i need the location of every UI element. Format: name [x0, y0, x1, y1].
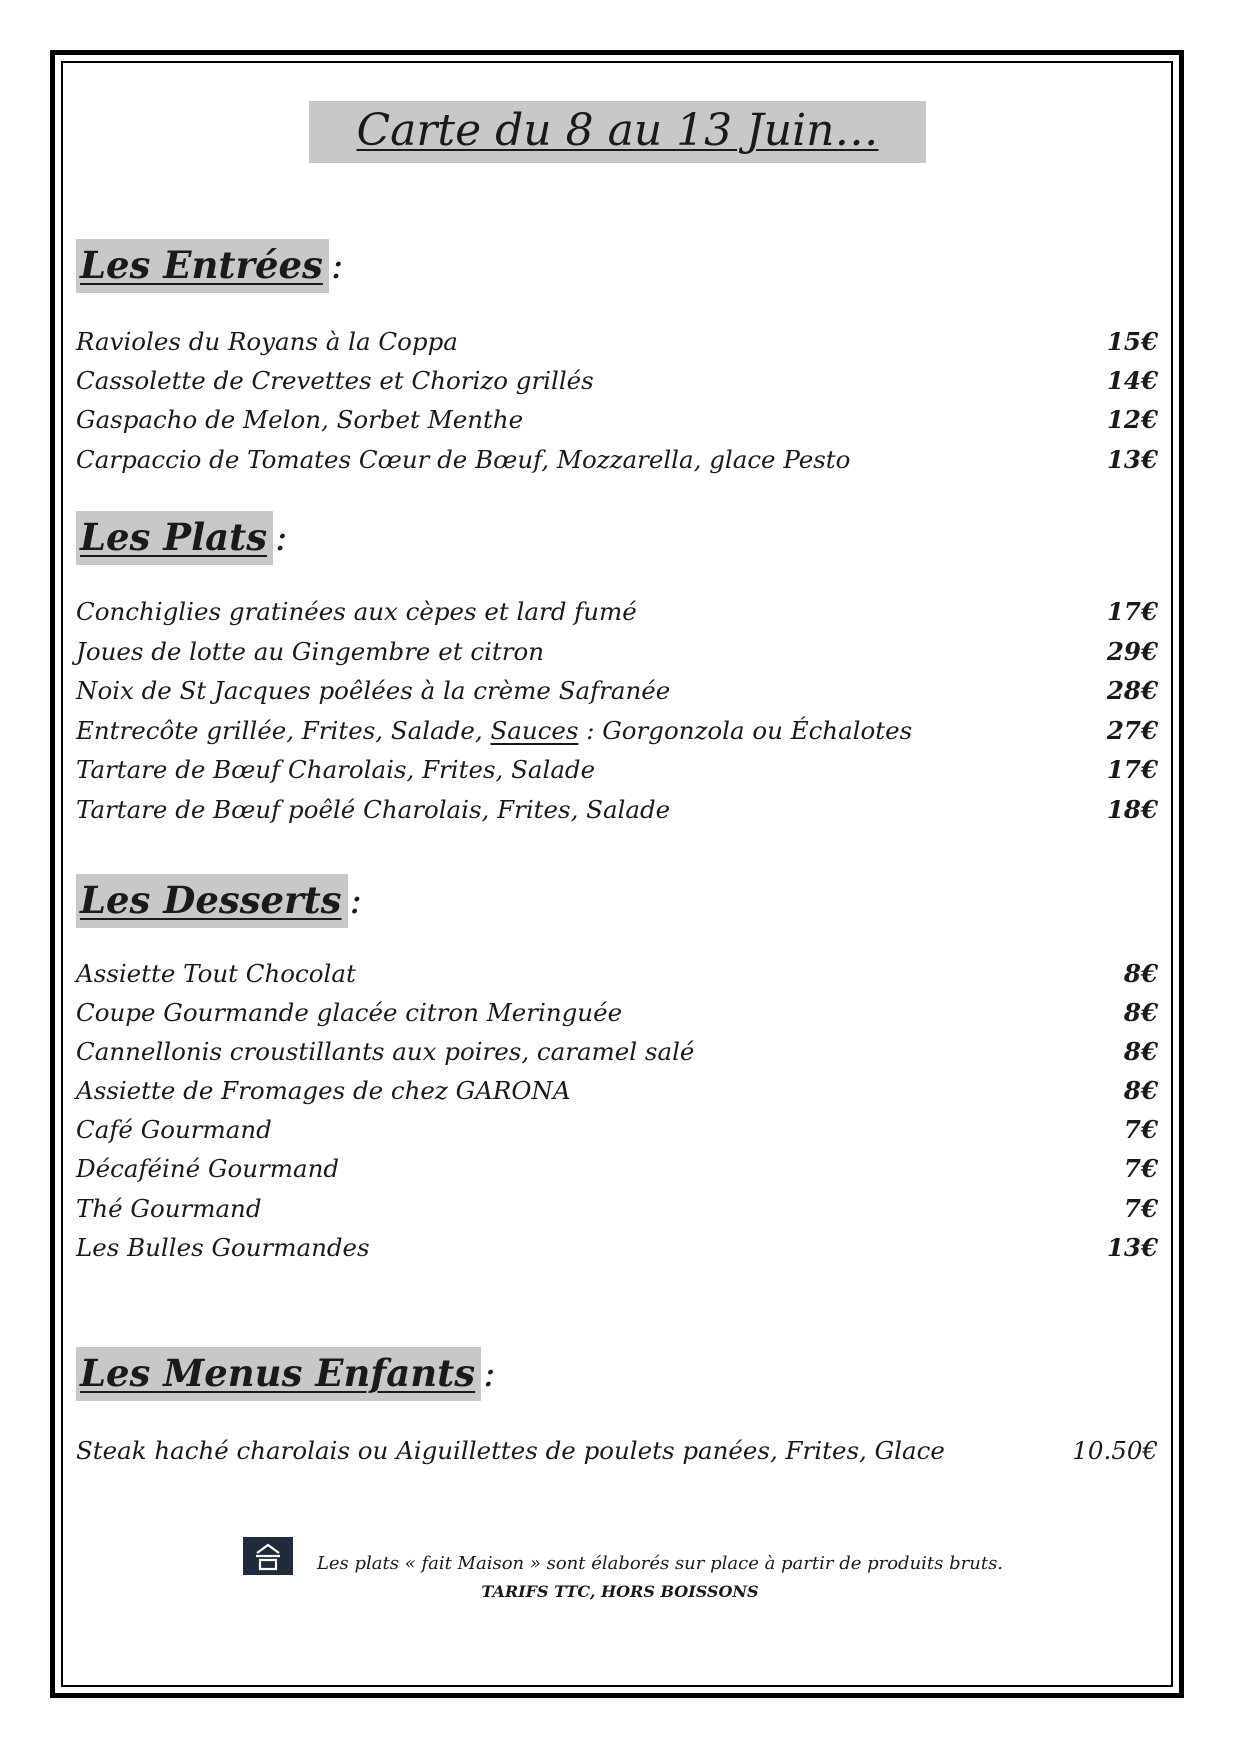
item-name: Entrecôte grillée, Frites, Salade, Sauces : Gorgonzola ou Échalotes	[76, 716, 913, 745]
item-price: 8€	[1123, 998, 1158, 1027]
menu-item	[76, 1033, 1158, 1071]
item-name: Carpaccio de Tomates Cœur de Bœuf, Mozzarella, glace Pesto	[76, 445, 851, 474]
item-price: 15€	[1106, 327, 1158, 356]
item-price: 10.50€	[1072, 1436, 1158, 1465]
tarifs-note: TARIFS TTC, HORS BOISSONS	[481, 1582, 759, 1601]
menu-item	[76, 1229, 1158, 1267]
menu-title: Carte du 8 au 13 Juin…	[309, 101, 926, 163]
item-price: 17€	[1106, 755, 1158, 784]
item-name: Gaspacho de Melon, Sorbet Menthe	[76, 405, 524, 434]
item-price: 17€	[1106, 597, 1158, 626]
item-price: 12€	[1106, 405, 1158, 434]
item-price: 8€	[1123, 959, 1158, 988]
menu-item	[76, 672, 1158, 710]
sauces-label: Sauces	[490, 716, 579, 745]
menu-item	[76, 593, 1158, 631]
item-price: 14€	[1106, 366, 1158, 395]
section-heading-menus-enfants: Les Menus Enfants :	[76, 1346, 496, 1398]
section-heading-label: Les Desserts	[76, 874, 348, 928]
item-price: 7€	[1123, 1194, 1158, 1223]
menu-item	[76, 323, 1158, 361]
menu-item	[76, 362, 1158, 400]
menu-item	[76, 633, 1158, 671]
menu-item	[76, 1072, 1158, 1110]
menu-item	[76, 1190, 1158, 1228]
item-price: 8€	[1123, 1037, 1158, 1066]
menu-item	[76, 1111, 1158, 1149]
item-name: Cassolette de Crevettes et Chorizo grillés	[76, 366, 594, 395]
menu-item	[76, 751, 1158, 789]
item-name: Thé Gourmand	[76, 1194, 262, 1223]
menu-item	[76, 791, 1158, 829]
item-price: 7€	[1123, 1154, 1158, 1183]
menu-item	[76, 955, 1158, 993]
section-heading-label: Les Plats	[76, 511, 273, 565]
item-price: 7€	[1123, 1115, 1158, 1144]
menu-item	[76, 1150, 1158, 1188]
item-name: Coupe Gourmande glacée citron Meringuée	[76, 998, 623, 1027]
item-name: Tartare de Bœuf poêlé Charolais, Frites, Salade	[76, 795, 671, 824]
section-heading-desserts: Les Desserts :	[76, 873, 362, 925]
section-heading-plats: Les Plats :	[76, 510, 288, 562]
item-price: 13€	[1106, 445, 1158, 474]
item-name: Les Bulles Gourmandes	[76, 1233, 370, 1262]
item-name: Joues de lotte au Gingembre et citron	[76, 637, 544, 666]
fait-maison-note: Les plats « fait Maison » sont élaborés sur place à partir de produits bruts.	[316, 1553, 1004, 1574]
item-name: Tartare de Bœuf Charolais, Frites, Salade	[76, 755, 596, 784]
menu-item	[76, 441, 1158, 479]
menu-item	[76, 1432, 1158, 1470]
section-heading-label: Les Entrées	[76, 239, 329, 293]
item-name: Décaféiné Gourmand	[76, 1154, 340, 1183]
item-name: Steak haché charolais ou Aiguillettes de poulets panées, Frites, Glace	[76, 1436, 945, 1465]
menu-item	[76, 401, 1158, 439]
section-heading-entrees: Les Entrées :	[76, 238, 343, 290]
section-heading-label: Les Menus Enfants	[76, 1347, 481, 1401]
menu-item	[76, 994, 1158, 1032]
item-name: Conchiglies gratinées aux cèpes et lard fumé	[76, 597, 637, 626]
item-name: Café Gourmand	[76, 1115, 272, 1144]
item-name: Ravioles du Royans à la Coppa	[76, 327, 458, 356]
item-price: 18€	[1106, 795, 1158, 824]
item-name: Assiette de Fromages de chez GARONA	[76, 1076, 571, 1105]
item-price: 28€	[1106, 676, 1158, 705]
menu-item	[76, 712, 1158, 750]
item-name: Assiette Tout Chocolat	[76, 959, 356, 988]
item-name: Noix de St Jacques poêlées à la crème Safranée	[76, 676, 671, 705]
item-price: 13€	[1106, 1233, 1158, 1262]
item-price: 29€	[1106, 637, 1158, 666]
item-price: 8€	[1123, 1076, 1158, 1105]
item-name: Cannellonis croustillants aux poires, caramel salé	[76, 1037, 695, 1066]
item-price: 27€	[1106, 716, 1158, 745]
